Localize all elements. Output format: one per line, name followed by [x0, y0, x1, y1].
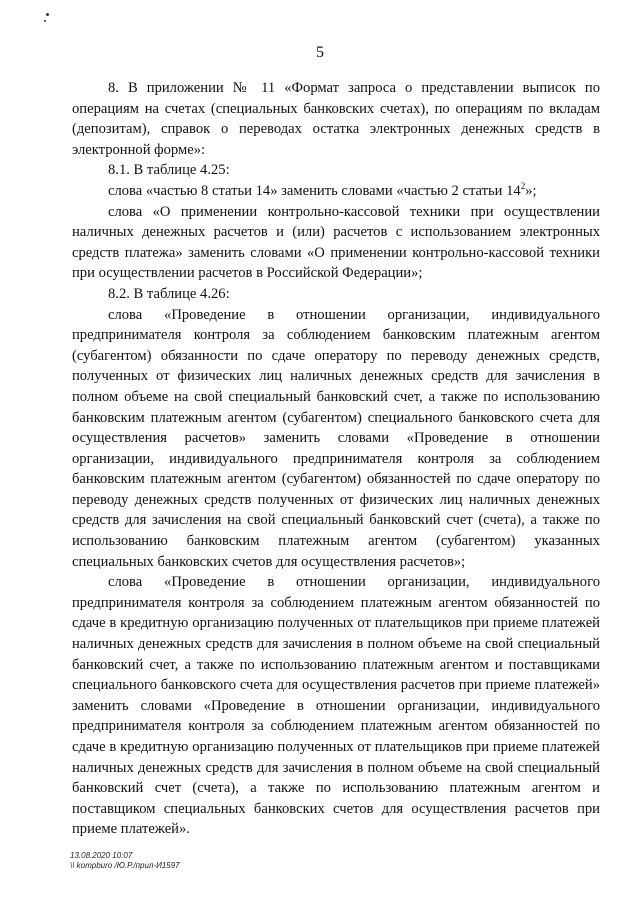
paragraph-subitem-8-1: 8.1. В таблице 4.25: [108, 162, 230, 179]
footer-file-path: \\ kompburo /Ю.Р./прил-И1597 [70, 861, 180, 870]
scan-speck [44, 20, 46, 22]
replace-text-end: »; [525, 182, 537, 199]
footer-stamp [70, 851, 180, 871]
paragraph-subitem-8-2: 8.2. В таблице 4.26: [108, 285, 230, 302]
footer-timestamp: 13.08.2020 10:07 [70, 851, 133, 860]
page-number: 5 [316, 44, 324, 61]
replace-text-start: слова «частью 8 статьи 14» заменить словами «частью 2 статьи 14 [108, 182, 521, 199]
paragraph-replace-article-reference [72, 181, 600, 202]
paragraph-replace-payment-agent: слова «Проведение в отношении организации, индивидуального предпринимателя контроля за соблюдением платежным агентом обязанностей по сдаче в кредитную организацию полученных от плательщиков при приеме платежей наличных денежных средств для зачисления в полном объеме на свой специальный банковский счет, а также по использованию платежным агентом и поставщиками специального банковского счета для осуществления расчетов при приеме платежей» заменить словами «Проведение в отношении организации, индивидуального предпринимателя контроля за соблюдением платежным агентом обязанностей по сдаче в кредитную организацию полученных от плательщиков при приеме платежей наличных денежных средств для зачисления в полном объеме на свой специальный банковский счет (счета), а также по использованию платежным агентом и поставщиком специальных банковских счетов для осуществления расчетов при приеме платежей». [72, 574, 600, 838]
scan-speck [46, 13, 49, 16]
paragraph-replace-cash-register: слова «О применении контрольно-кассовой техники при осуществлении наличных денежных расчетов и (или) расчетов с использованием электронных средств платежа» заменить словами «О применении контрольно-кассовой техники при осуществлении расчетов в Российской Федерации»; [72, 203, 600, 282]
paragraph-item-8: 8. В приложении № 11 «Формат запроса о представлении выписок по операциям на счетах (специальных банковских счетах), по операциям по вкладам (депозитам), справок о переводах остатка электронных денежных средств в электронной форме»: [72, 80, 600, 158]
paragraph-replace-bank-payment-agent: слова «Проведение в отношении организации, индивидуального предпринимателя контроля за соблюдением банковским платежным агентом (субагентом) обязанности по сдаче оператору по переводу денежных средств, полученных от физических лиц наличных денежных средств для зачисления в полном объеме на свой специальный банковский счет, а также по использованию банковским платежным агентом (субагентом) специального банковского счета для осуществления расчетов» заменить словами «Проведение в отношении организации, индивидуального предпринимателя контроля за соблюдением банковским платежным агентом (субагентом) обязанностей по сдаче оператору по переводу денежных средств полученных от физических лиц наличных денежных средств для зачисления на свой специальный банковский счет (счета), а также по использованию банковским платежным агентом (субагентом) указанных специальных банковских счетов для осуществления расчетов»; [72, 306, 600, 570]
superscript-2: 2 [520, 181, 526, 192]
document-body [72, 78, 600, 840]
